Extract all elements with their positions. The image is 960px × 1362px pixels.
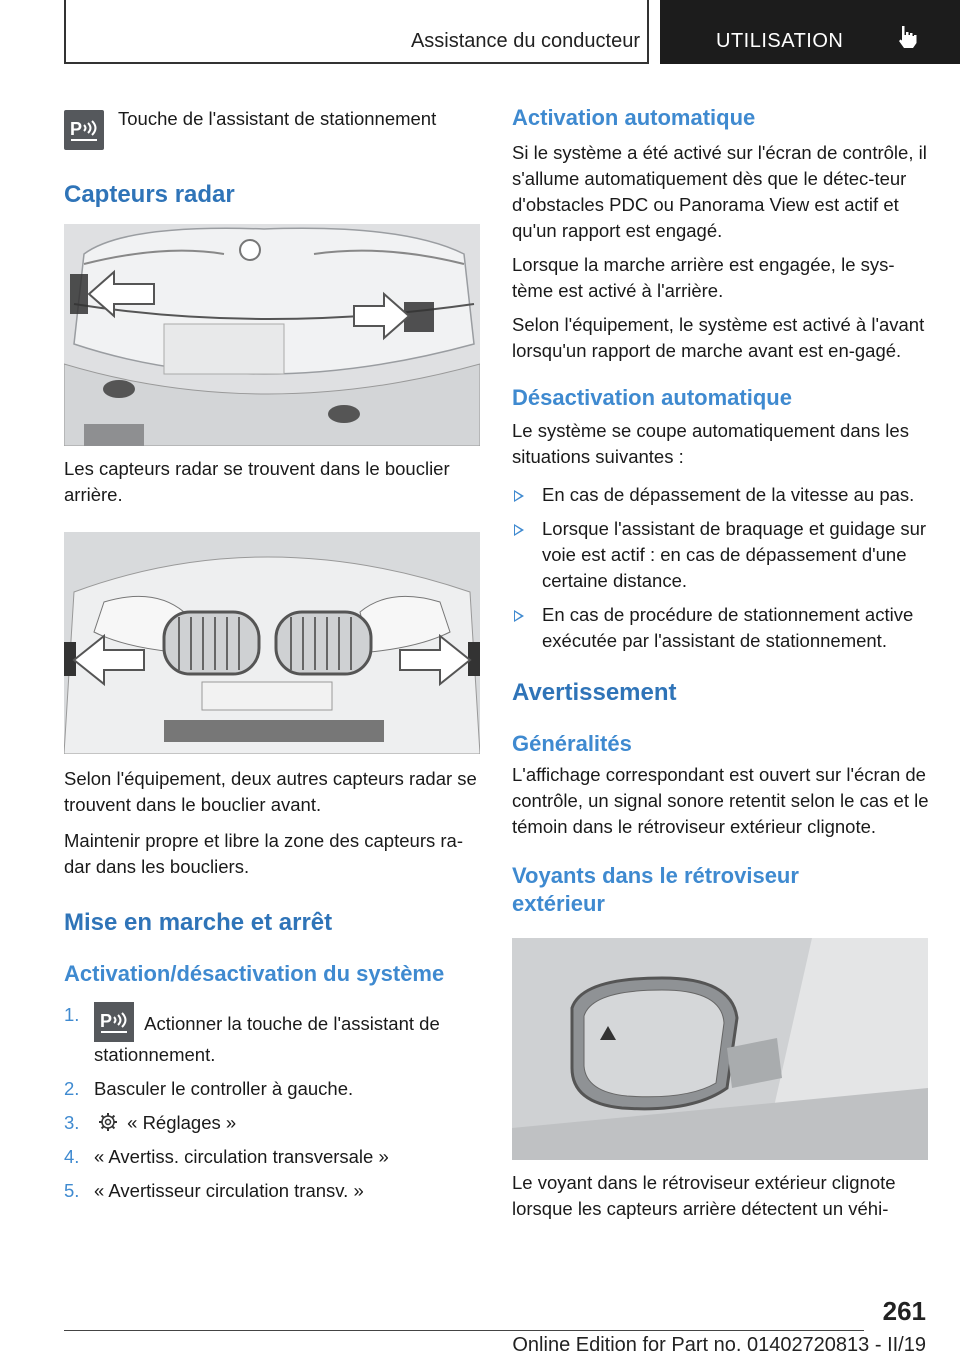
step-text: « Avertisseur circulation transv. »	[94, 1180, 364, 1201]
svg-text:P: P	[70, 119, 83, 139]
front-sensors-text: Selon l'équipement, deux autres capteurs radar se trouvent dans le bouclier avant.	[64, 768, 477, 815]
mirror-figure	[512, 938, 928, 1160]
left-column	[64, 96, 482, 1212]
step-1	[64, 1002, 482, 1068]
header-chapter-label: UTILISATION	[716, 30, 844, 52]
step-number: 3.	[64, 1112, 80, 1133]
front-bumper-figure	[64, 532, 480, 754]
front-bumper-illustration	[64, 532, 480, 754]
general-text: L'affichage correspondant est ouvert sur l'écran de contrôle, un signal sonore retentit selon le cas et le témoin dans le rétroviseur extérieur clignote.	[512, 764, 929, 837]
page-number: 261	[882, 1296, 926, 1326]
activation-steps	[64, 1002, 482, 1204]
step-number: 5.	[64, 1180, 80, 1201]
header-chapter-tab	[660, 0, 960, 64]
auto-activation-text-1: Si le système a été activé sur l'écran de contrôle, il s'allume automatiquement dès que le détec-teur d'obstacles PDC ou Panorama View est actif et qu'un rapport est engagé.	[512, 142, 927, 241]
triangle-bullet-icon	[514, 490, 524, 502]
heading-on-off: Mise en marche et arrêt	[64, 909, 333, 936]
parking-key-row	[64, 110, 482, 150]
parking-assistant-key-icon	[64, 110, 104, 150]
footer-edition: Online Edition for Part no. 01402720813 - II/19	[512, 1334, 926, 1356]
list-item	[512, 482, 930, 508]
step-text: Actionner la touche de l'assistant de stationnement.	[94, 1013, 440, 1065]
right-column	[512, 96, 930, 1222]
parking-assistant-key-icon	[94, 1002, 134, 1042]
rear-bumper-illustration	[64, 224, 480, 446]
triangle-bullet-icon	[514, 610, 524, 622]
step-number: 1.	[64, 1004, 80, 1025]
list-item-text: En cas de procédure de stationnement active exécutée par l'assistant de stationnement.	[542, 604, 914, 651]
gear-icon	[98, 1112, 118, 1132]
auto-deactivation-text: Le système se coupe automatiquement dans les situations suivantes :	[512, 420, 909, 467]
step-number: 4.	[64, 1146, 80, 1167]
auto-activation-text-3: Selon l'équipement, le système est activé à l'avant lorsqu'un rapport de marche avant est en-gagé.	[512, 314, 925, 361]
auto-activation-text-2: Lorsque la marche arrière est engagée, le sys-tème est activé à l'arrière.	[512, 254, 895, 301]
header-section-title: Assistance du conducteur	[410, 30, 640, 52]
heading-auto-activation: Activation automatique	[512, 105, 756, 130]
header-rule-left	[64, 0, 66, 64]
step-text: « Réglages »	[127, 1112, 237, 1133]
step-4	[64, 1144, 482, 1170]
mirror-illustration	[512, 938, 928, 1160]
mirror-text: Le voyant dans le rétroviseur extérieur clignote lorsque les capteurs arrière détectent un véhi-	[512, 1172, 896, 1219]
rear-sensors-text: Les capteurs radar se trouvent dans le bouclier arrière.	[64, 458, 450, 505]
list-item	[512, 516, 930, 594]
rear-bumper-figure	[64, 224, 480, 446]
step-3	[64, 1110, 482, 1136]
step-5	[64, 1178, 482, 1204]
header-rule-bottom	[64, 62, 649, 64]
step-2	[64, 1076, 482, 1102]
heading-warning: Avertissement	[512, 679, 677, 706]
parking-key-caption: Touche de l'assistant de stationnement	[118, 108, 437, 129]
heading-auto-deactivation: Désactivation automatique	[512, 385, 792, 410]
hand-pointer-icon	[894, 24, 920, 50]
clean-sensors-text: Maintenir propre et libre la zone des capteurs ra-dar dans les boucliers.	[64, 830, 463, 877]
footer-rule	[64, 1330, 864, 1331]
header-rule-middle	[647, 0, 649, 64]
heading-general: Généralités	[512, 731, 632, 756]
heading-mirror-lights: Voyants dans le rétroviseur extérieur	[512, 863, 799, 916]
heading-radar-sensors: Capteurs radar	[64, 181, 235, 208]
triangle-bullet-icon	[514, 524, 524, 536]
list-item-text: Lorsque l'assistant de braquage et guidage sur voie est actif : en cas de dépassement d'une certaine distance.	[542, 518, 927, 591]
step-text: Basculer le controller à gauche.	[94, 1078, 354, 1099]
heading-activation: Activation/désactivation du système	[64, 961, 445, 986]
list-item-text: En cas de dépassement de la vitesse au pas.	[542, 484, 915, 505]
list-item	[512, 602, 930, 654]
deactivation-list	[512, 482, 930, 654]
step-text: « Avertiss. circulation transversale »	[94, 1146, 389, 1167]
svg-text:P: P	[100, 1011, 113, 1031]
step-number: 2.	[64, 1078, 80, 1099]
